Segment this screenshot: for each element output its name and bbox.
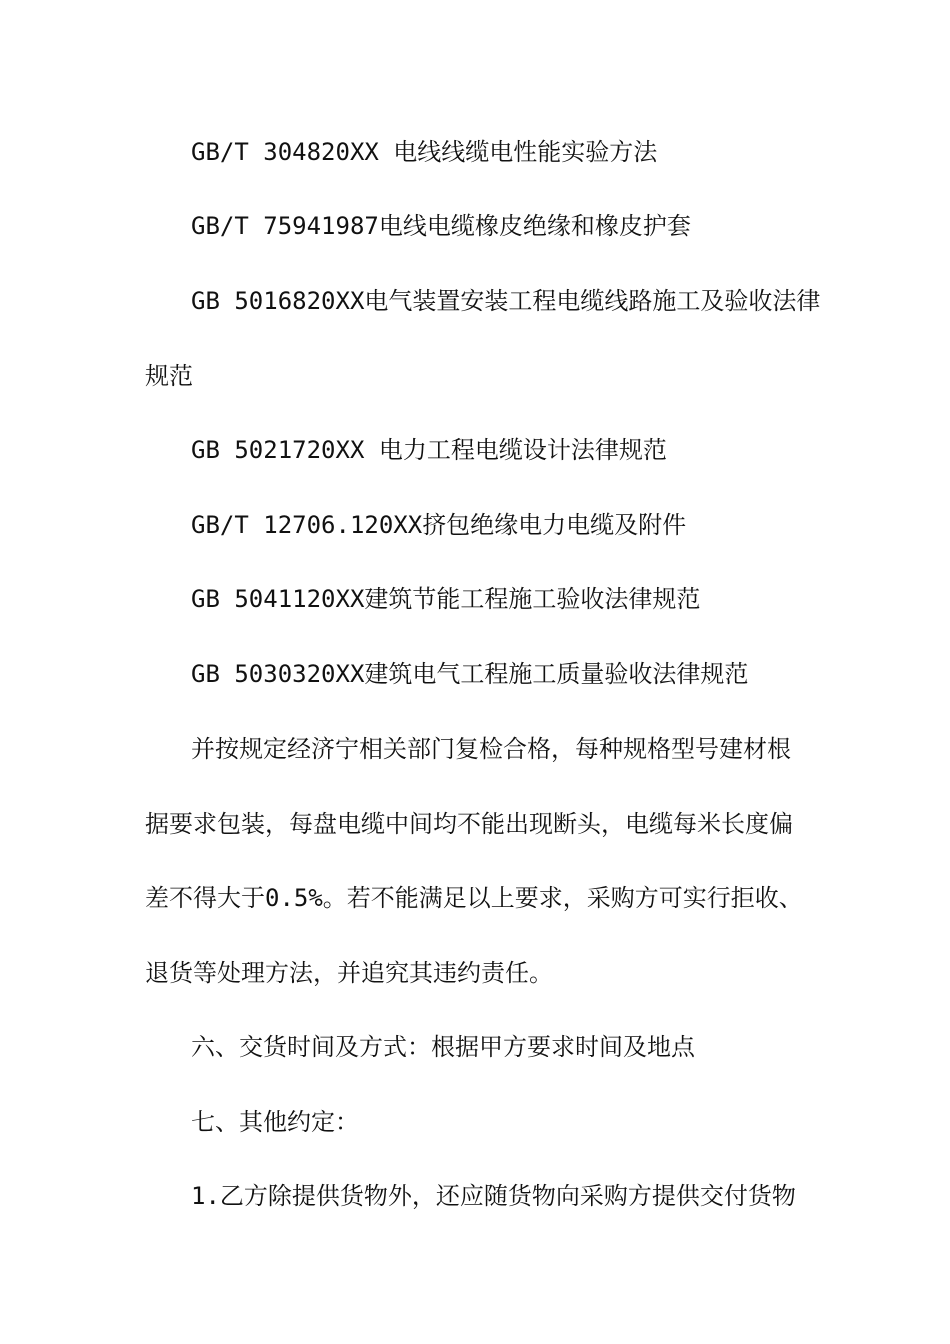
requirement-paragraph-line-4: 退货等处理方法，并追究其违约责任。	[145, 959, 553, 987]
section-six-delivery: 六、交货时间及方式：根据甲方要求时间及地点	[191, 1033, 695, 1061]
standard-line-gb-5030320: GB 5030320XX建筑电气工程施工质量验收法律规范	[191, 660, 749, 688]
standard-line-gbt-75941987: GB/T 75941987电线电缆橡皮绝缘和橡皮护套	[191, 212, 691, 240]
standard-line-gb-5041120: GB 5041120XX建筑节能工程施工验收法律规范	[191, 585, 701, 613]
standard-line-gb-5016820-continued: 规范	[145, 362, 193, 390]
requirement-paragraph-line-1: 并按规定经济宁相关部门复检合格，每种规格型号建材根	[191, 735, 791, 763]
requirement-paragraph-line-2: 据要求包装，每盘电缆中间均不能出现断头，电缆每米长度偏	[145, 810, 793, 838]
requirement-paragraph-line-3: 差不得大于0.5%。若不能满足以上要求，采购方可实行拒收、	[145, 884, 803, 912]
section-seven-other-terms: 七、其他约定：	[191, 1108, 359, 1136]
standard-line-gbt-304820: GB/T 304820XX 电线线缆电性能实验方法	[191, 138, 658, 166]
clause-one-line: 1.乙方除提供货物外，还应随货物向采购方提供交付货物	[191, 1182, 796, 1210]
standard-line-gb-5021720: GB 5021720XX 电力工程电缆设计法律规范	[191, 436, 667, 464]
standard-line-gb-5016820: GB 5016820XX电气装置安装工程电缆线路施工及验收法律	[191, 287, 821, 315]
standard-line-gbt-12706: GB/T 12706.120XX挤包绝缘电力电缆及附件	[191, 511, 687, 539]
